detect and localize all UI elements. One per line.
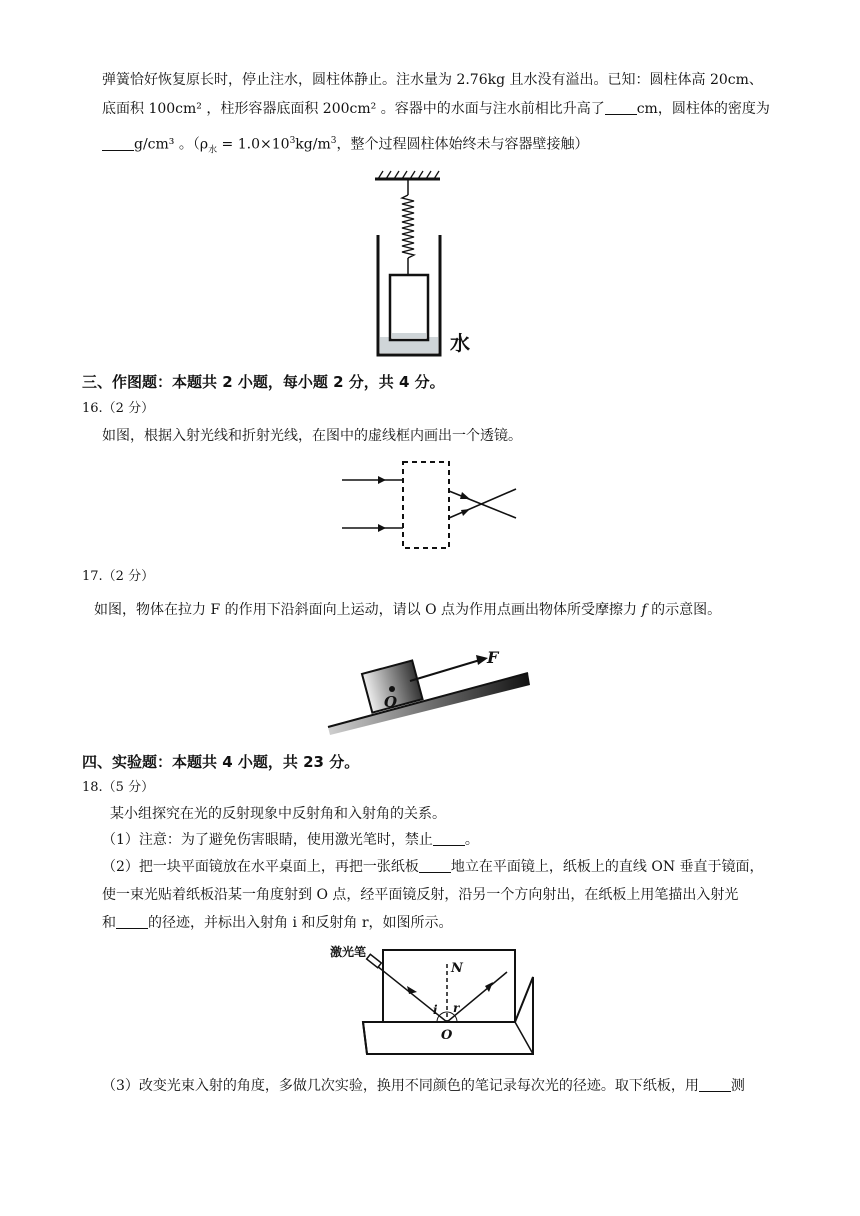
label-N: N: [451, 961, 463, 976]
reflection-figure: [325, 942, 545, 1067]
q18-intro: 某小组探究在光的反射现象中反射角和入射角的关系。: [110, 806, 446, 822]
laser-pen-icon: [367, 954, 382, 967]
q15-blank-rise[interactable]: [605, 100, 637, 115]
q16-text: 如图，根据入射光线和折射光线，在图中的虚线框内画出一个透镜。: [102, 428, 522, 444]
rho-subscript: 水: [208, 145, 218, 156]
rho-unit: kg/m: [295, 136, 331, 153]
lens-figure: [340, 458, 530, 553]
spring: [402, 195, 414, 258]
q17-friction-symbol: f: [641, 602, 647, 618]
q18-part2-line1: [102, 857, 764, 877]
section-3-title: 三、作图题：本题共 2 小题，每小题 2 分，共 4 分。: [82, 373, 445, 391]
label-r: r: [453, 1001, 460, 1015]
q18-part3-a: （3）改变光束入射的角度，多做几次实验，换用不同颜色的笔记录每次光的径迹。取下纸板，用: [102, 1078, 699, 1094]
q15-line2-text-b: cm，圆柱体的密度为: [636, 101, 770, 117]
label-O: O: [384, 693, 398, 711]
q18-blank-3[interactable]: [116, 914, 148, 929]
q18-blank-1[interactable]: [433, 831, 465, 846]
rho-unit-exp: 3: [330, 136, 337, 146]
q18-part2-line2: 使一束光贴着纸板沿某一角度射到 O 点，经平面镜反射，沿另一个方向射出，在纸板上用笔描出入射光: [102, 887, 739, 903]
point-O: [389, 686, 395, 692]
section-4-title: 四、实验题：本题共 4 小题，共 23 分。: [82, 753, 360, 771]
q18-number: 18.（5 分）: [82, 780, 155, 795]
q15-line3-text-a: g/cm³ 。（: [134, 136, 200, 153]
q17-text-b: 的示意图。: [646, 602, 722, 618]
rho-symbol: ρ: [199, 136, 209, 153]
q17-text-a: 如图，物体在拉力 F 的作用下沿斜面向上运动，请以 O 点为作用点画出物体所受摩擦力: [94, 602, 642, 618]
rho-eq: = 1.0×10: [217, 136, 290, 153]
dashed-box: [403, 462, 449, 548]
q15-line3-text-b: ，整个过程圆柱体始终未与容器壁接触）: [336, 136, 589, 153]
force-F-arrow: [410, 660, 480, 681]
q18-part3-b: 测: [730, 1078, 745, 1094]
incline-surface: [328, 673, 530, 735]
q18-part1-a: （1）注意：为了避免伤害眼睛，使用激光笔时，禁止: [102, 832, 433, 848]
q15-line3: [102, 131, 588, 160]
laser-label: 激光笔: [330, 945, 367, 959]
rho-exp: 3: [289, 136, 296, 146]
label-O-reflection: O: [441, 1028, 453, 1043]
q18-part1-b: 。: [464, 832, 479, 848]
label-i: i: [433, 1003, 438, 1017]
q18-part3: [102, 1076, 745, 1096]
q15-blank-density[interactable]: [102, 136, 134, 151]
cylinder-water-line: [392, 333, 426, 338]
q15-line1: 弹簧恰好恢复原长时，停止注水，圆柱体静止。注水量为 2.76kg 且水没有溢出。已知：圆柱体高 20cm、: [102, 72, 763, 88]
q18-part1: [102, 830, 479, 850]
q18-part2-b: 地立在平面镜上，纸板上的直线 ON 垂直于镜面，: [450, 859, 764, 875]
q18-blank-2[interactable]: [419, 858, 451, 873]
cylinder: [390, 275, 428, 340]
q15-line2: [102, 99, 770, 119]
q18-part2-line3: [102, 913, 453, 933]
q18-part2-d: 和: [102, 915, 116, 931]
q17-number: 17.（2 分）: [82, 569, 155, 584]
spring-cylinder-figure: [360, 165, 490, 365]
q18-part2-a: （2）把一块平面镜放在水平桌面上，再把一张纸板: [102, 859, 419, 875]
q18-blank-4[interactable]: [699, 1077, 731, 1092]
water-label: 水: [450, 331, 470, 355]
incline-figure: [320, 645, 540, 740]
q18-part2-e: 的径迹，并标出入射角 i 和反射角 r，如图所示。: [148, 915, 453, 931]
q17-text: [94, 600, 721, 620]
label-F: F: [487, 648, 499, 667]
q15-line2-text-a: 底面积 100cm² ，柱形容器底面积 200cm² 。容器中的水面与注水前相比升高了: [102, 101, 605, 117]
q16-number: 16.（2 分）: [82, 401, 155, 416]
